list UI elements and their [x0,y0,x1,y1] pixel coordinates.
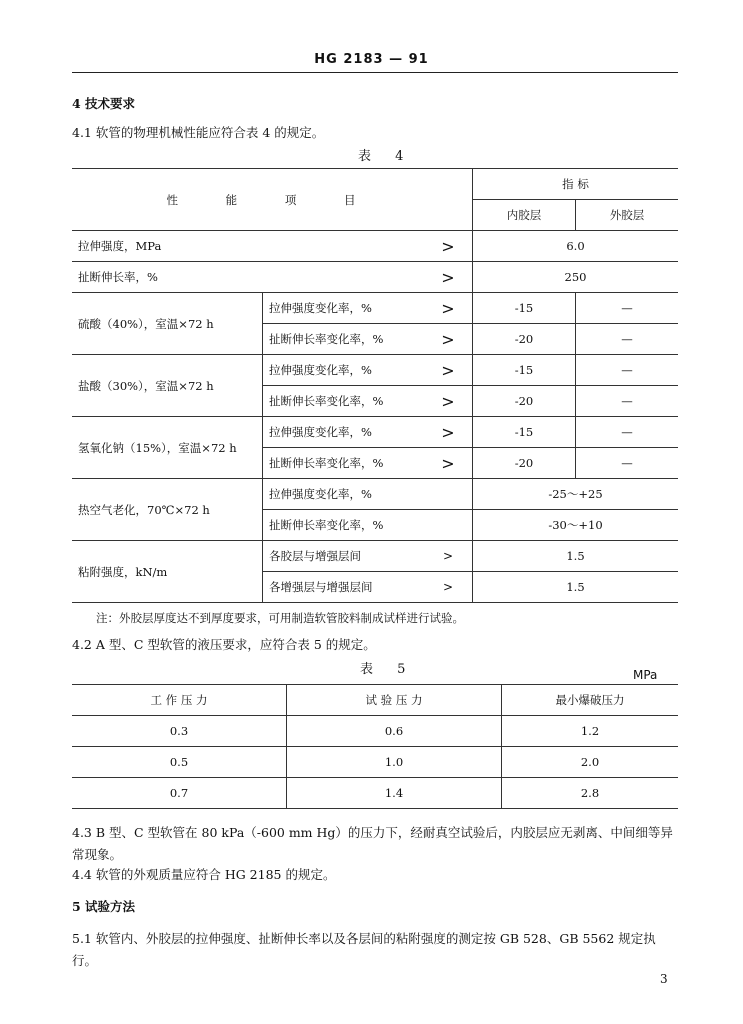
table-row [72,417,678,448]
sub-property-label: 扯断伸长率变化率，% [263,386,425,417]
value-cell: -25～+25 [473,479,679,510]
property-label: 热空气老化，70℃×72 h [72,479,263,541]
property-label: 扯断伸长率，% [72,262,424,293]
table-4-note: 注：外胶层厚度达不到厚度要求，可用制造软管胶料制成试样进行试验。 [96,611,464,625]
gt-sign: > [424,293,473,324]
gt-sign: > [424,324,473,355]
property-label: 氢氧化钠（15%），室温×72 h [72,417,263,479]
clause-4-3: 4.3 B 型、C 型软管在 80 kPa（-600 mm Hg）的压力下，经耐真空试验后，内胶层应无剥离、中间细等异常现象。 [72,825,673,862]
inner-value: -15 [473,417,576,448]
property-label: 硫酸（40%），室温×72 h [72,293,263,355]
table-4-header-index: 指 标 [473,169,679,200]
table-cell: 0.7 [72,778,287,809]
sub-property-label: 拉伸强度变化率，% [263,293,425,324]
table-cell: 1.4 [287,778,502,809]
table-row [72,541,678,572]
inner-value: -15 [473,293,576,324]
table-row [72,355,678,386]
outer-value: — [576,293,679,324]
value-cell: 6.0 [473,231,679,262]
value-cell: 250 [473,262,679,293]
outer-value: — [576,417,679,448]
value-cell: -30～+10 [473,510,679,541]
value-cell: 1.5 [473,572,679,603]
inner-value: -15 [473,355,576,386]
sub-property-label: 拉伸强度变化率，% [263,355,425,386]
property-label: 拉伸强度，MPa [72,231,424,262]
inner-value: -20 [473,448,576,479]
table-4-header-outer: 外胶层 [576,200,679,231]
clause-4-2: 4.2 A 型、C 型软管的液压要求，应符合表 5 的规定。 [72,637,376,652]
outer-value: — [576,324,679,355]
gt-sign: > [424,262,473,293]
property-label: 粘附强度，kN/m [72,541,263,603]
section-4-title: 4 技术要求 [72,96,136,111]
gt-sign: > [424,572,473,603]
gt-sign: > [424,448,473,479]
table-row [72,778,678,809]
table-row [72,747,678,778]
outer-value: — [576,355,679,386]
table-4 [72,168,678,603]
gt-sign: > [424,231,473,262]
section-5-title: 5 试验方法 [72,899,136,914]
inner-value: -20 [473,324,576,355]
table-5-unit: MPa [633,668,658,682]
clause-4-4: 4.4 软管的外观质量应符合 HG 2185 的规定。 [72,867,336,882]
table-5-header: 工 作 压 力 [72,685,287,716]
inner-value: -20 [473,386,576,417]
gt-sign: > [424,417,473,448]
table-4-header-property: 性 能 项 目 [72,169,473,231]
table-5-caption: 表 5 [360,662,416,677]
outer-value: — [576,448,679,479]
table-5 [72,684,678,809]
table-cell: 1.2 [502,716,679,747]
gt-sign: > [424,355,473,386]
table-5-header: 最小爆破压力 [502,685,679,716]
clause-4-1: 4.1 软管的物理机械性能应符合表 4 的规定。 [72,125,325,140]
table-cell: 2.0 [502,747,679,778]
table-4-header-inner: 内胶层 [473,200,576,231]
page-number: 3 [660,972,668,986]
property-label: 盐酸（30%），室温×72 h [72,355,263,417]
clause-5-1: 5.1 软管内、外胶层的拉伸强度、扯断伸长率以及各层间的粘附强度的测定按 GB 528、GB 5562 规定执行。 [72,931,656,968]
sub-property-label: 各增强层与增强层间 [263,572,425,603]
sub-property-label: 扯断伸长率变化率，% [263,510,473,541]
sub-property-label: 扯断伸长率变化率，% [263,324,425,355]
table-5-header: 试 验 压 力 [287,685,502,716]
sub-property-label: 拉伸强度变化率，% [263,417,425,448]
document-code: HG 2183 — 91 [314,52,429,67]
gt-sign: > [424,386,473,417]
table-4-caption: 表 4 [358,149,414,164]
table-row [72,231,678,262]
sub-property-label: 各胶层与增强层间 [263,541,425,572]
table-cell: 0.6 [287,716,502,747]
table-row [72,716,678,747]
table-row [72,293,678,324]
table-row [72,262,678,293]
gt-sign: > [424,541,473,572]
outer-value: — [576,386,679,417]
table-cell: 0.3 [72,716,287,747]
sub-property-label: 拉伸强度变化率，% [263,479,473,510]
header-rule [72,72,678,73]
table-cell: 2.8 [502,778,679,809]
value-cell: 1.5 [473,541,679,572]
table-cell: 1.0 [287,747,502,778]
table-row [72,479,678,510]
sub-property-label: 扯断伸长率变化率，% [263,448,425,479]
table-cell: 0.5 [72,747,287,778]
